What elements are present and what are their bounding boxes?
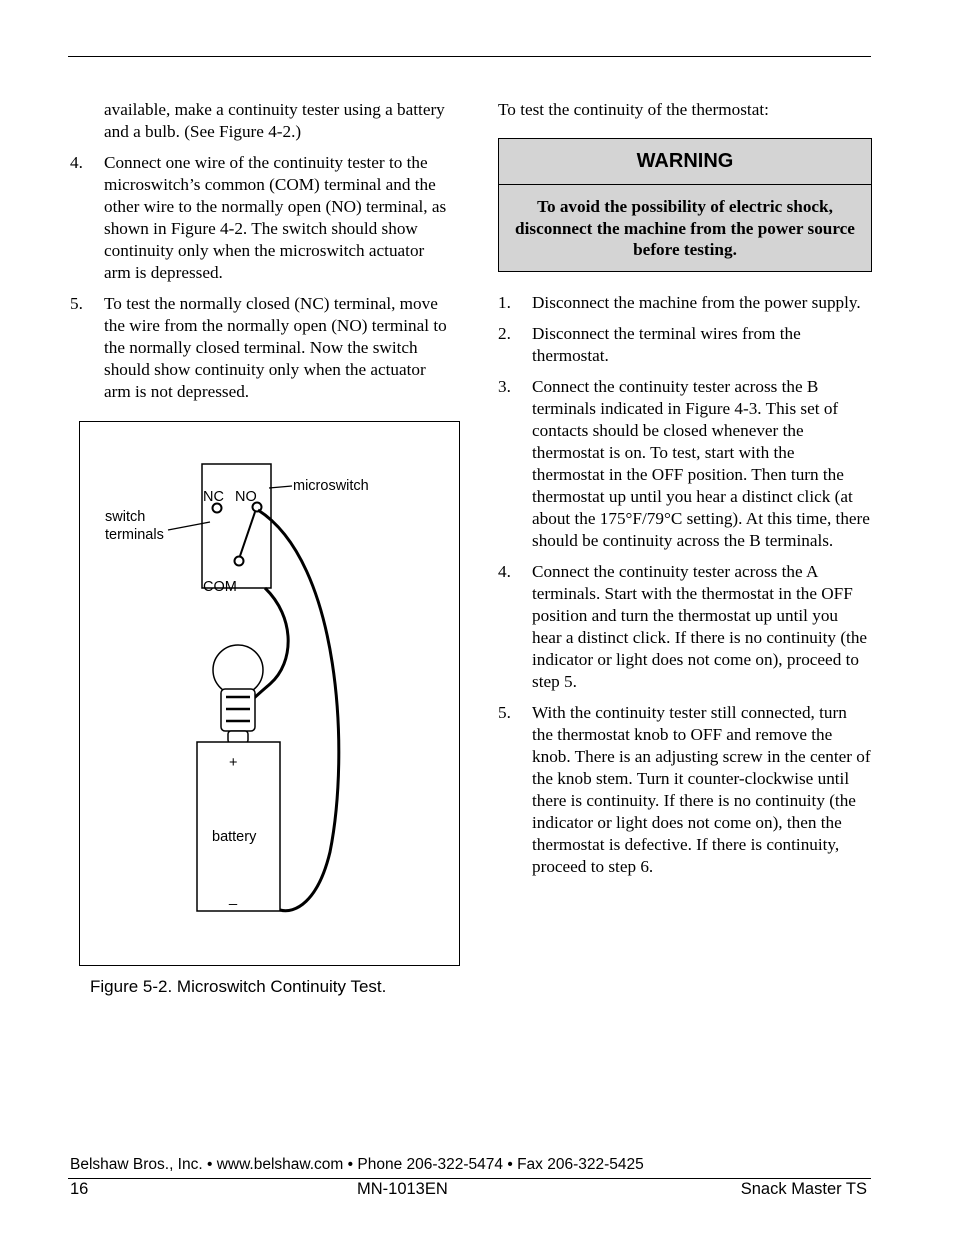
no-label: NO	[235, 489, 257, 505]
figure-microswitch-test	[79, 421, 460, 966]
minus-label: _	[229, 890, 238, 906]
right-column	[498, 99, 871, 887]
nc-label: NC	[203, 489, 224, 505]
step-number: 5.	[498, 702, 511, 722]
bulb-tip	[228, 731, 248, 743]
list-item	[70, 152, 450, 284]
microswitch-body	[202, 464, 271, 588]
list-item	[498, 292, 871, 314]
list-item	[498, 702, 871, 878]
step-number: 2.	[498, 323, 511, 343]
step-text: Connect the continuity tester across the A terminals. Start with the thermostat in the OFF position and turn the thermostat up until you hear a distinct click. If there is no continuity (the indicator or light does not come on), proceed to step 5.	[532, 561, 868, 691]
step-number: 1.	[498, 292, 511, 312]
list-item	[498, 323, 871, 367]
microswitch-diagram	[80, 422, 460, 966]
footer-company-line: Belshaw Bros., Inc. • www.belshaw.com • Phone 206-322-5474 • Fax 206-322-5425	[70, 1156, 644, 1173]
step-number: 5.	[70, 294, 83, 313]
microswitch-label: microswitch	[293, 478, 369, 494]
list-item	[70, 293, 450, 403]
warning-title: WARNING	[499, 139, 871, 185]
page-number: 16	[70, 1180, 89, 1198]
switch-label: switch	[105, 509, 146, 525]
list-item	[498, 376, 871, 552]
list-item	[498, 561, 871, 693]
battery-body	[197, 742, 280, 911]
microswitch-leader	[269, 486, 292, 488]
bulb-glass	[213, 645, 263, 695]
switch-terminals-leader	[168, 522, 210, 530]
step-text: Disconnect the terminal wires from the thermostat.	[532, 323, 801, 365]
com-terminal	[235, 557, 244, 566]
left-column	[70, 99, 450, 412]
warning-text: To avoid the possibility of electric shock, disconnect the machine from the power source before testing.	[515, 197, 855, 259]
step-text: Disconnect the machine from the power supply.	[532, 292, 861, 312]
warning-box	[498, 138, 872, 272]
step-text: Connect one wire of the continuity tester to the microswitch’s common (COM) terminal and the other wire to the normally open (NO) terminal, as shown in Figure 4-2. The switch should show continuity only when the microswitch actuator arm is depressed.	[104, 153, 447, 282]
com-label: COM	[203, 579, 237, 595]
intro-text: To test the continuity of the thermostat:	[498, 100, 769, 119]
terminals-label: terminals	[105, 527, 164, 543]
header-rule	[68, 56, 871, 57]
figure-caption: Figure 5-2. Microswitch Continuity Test.	[90, 977, 387, 996]
product-name: Snack Master TS	[740, 1180, 867, 1198]
plus-label: +	[229, 755, 238, 771]
step-text: To test the normally closed (NC) terminal, move the wire from the normally open (NO) terminal to the normally closed terminal. Now the switch should show continuity only when the actuator arm is not depressed.	[104, 294, 447, 401]
continued-paragraph: available, make a continuity tester using a battery and a bulb. (See Figure 4-2.)	[104, 100, 445, 141]
step-number: 4.	[498, 561, 511, 581]
document-number: MN-1013EN	[357, 1180, 448, 1198]
step-number: 4.	[70, 153, 83, 172]
step-number: 3.	[498, 376, 511, 396]
actuator-arm	[240, 512, 255, 556]
step-text: With the continuity tester still connected, turn the thermostat knob to OFF and remove the knob. There is an adjusting screw in the center of the knob stem. Turn it counter-clockwise until there is continuity. If there is no continuity (the indicator or light does not come on), then the thermostat is defective. If there is continuity, proceed to step 6.	[532, 702, 871, 876]
step-text: Connect the continuity tester across the B terminals indicated in Figure 4-3. This set of contacts should be closed whenever the thermostat is on. To test, start with the thermostat in the OFF position. Then turn the thermostat up until you hear a distinct click (at about the 175°F/79°C setting). At this time, there should be continuity across the B terminals.	[532, 376, 870, 550]
footer	[70, 1180, 867, 1202]
footer-rule	[68, 1178, 871, 1179]
battery-label: battery	[212, 829, 257, 845]
